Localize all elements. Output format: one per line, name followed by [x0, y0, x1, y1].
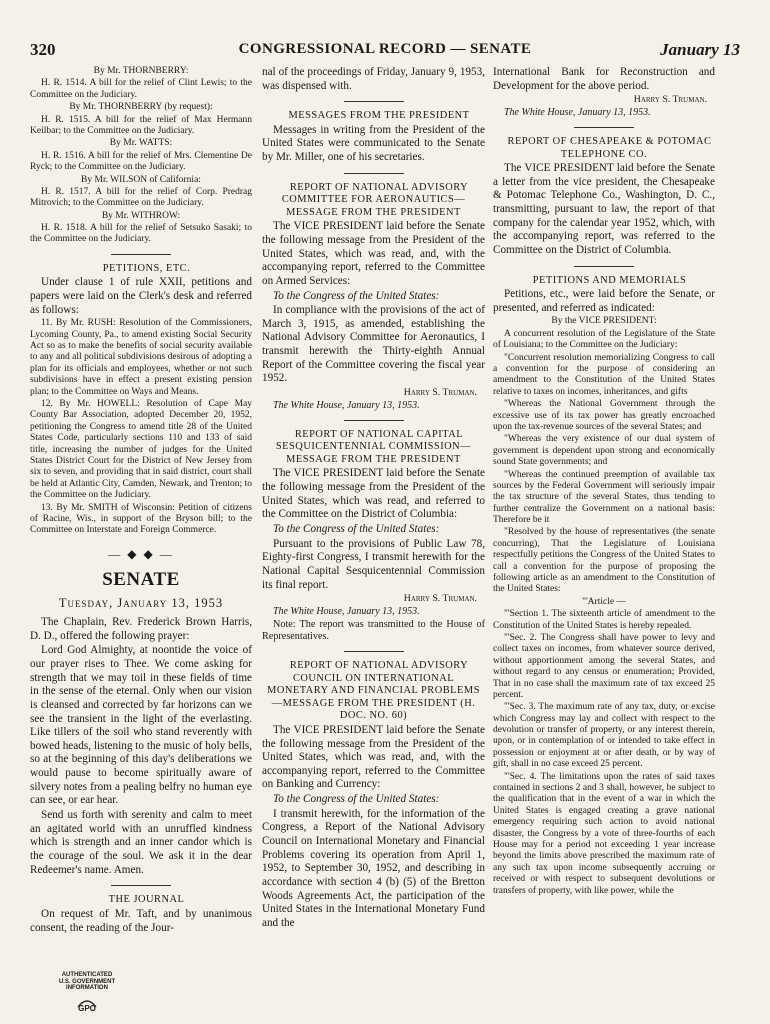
- sponsor-line: By Mr. THORNBERRY:: [93, 66, 189, 76]
- column-3: [493, 66, 715, 966]
- petitions-intro: Under clause 1 of rule XXII, petitions and papers were laid on the Clerk's desk and referred as follows:: [30, 276, 252, 316]
- gpo-line-2: U.S. GOVERNMENT: [58, 978, 116, 985]
- sponsor-line: By Mr. WITHROW:: [101, 210, 181, 221]
- gpo-seal-icon: [76, 995, 98, 1011]
- report-body: In compliance with the provisions of the act of March 3, 1915, as amended, establishing the National Advisory Committee for Aeronautics, I transmit herewith the Thirty-eighth Annual Report of the Committee covering the fiscal year 1952.: [262, 304, 485, 385]
- senate-heading: SENATE: [102, 569, 180, 591]
- section-heading-petitions-memorials: PETITIONS AND MEMORIALS: [532, 274, 687, 286]
- chesapeake-text: The VICE PRESIDENT laid before the Senate a letter from the vice president, the Chesapeake & Potomac Telephone Co., Washington, D. C., transmitting, pursuant to law, the report of that company for the calendar year 1952, which, with the accompanying report, was referred to the Committee on the District of Columbia.: [493, 162, 715, 256]
- section-divider: [344, 173, 404, 174]
- signature: Harry S. Truman.: [633, 94, 707, 106]
- note: Note: The report was transmitted to the House of Representatives.: [262, 618, 485, 643]
- column-1: [30, 66, 252, 966]
- gpo-mark: GPO: [78, 1003, 96, 1013]
- report-continued: International Bank for Reconstruction and Development for the above period.: [493, 66, 715, 92]
- sponsor-line: By Mr. WILSON of California:: [81, 174, 201, 185]
- report-intro: The VICE PRESIDENT laid before the Senate the following message from the President of the United States, which was read, and, with the accompanying report, referred to the Committee on Armed Services:: [262, 220, 485, 287]
- bill-entry: H. R. 1515. A bill for the relief of Max Hermann Keilbar; to the Committee on the Judiciary.: [30, 114, 252, 136]
- section-divider: [344, 651, 404, 652]
- article-heading: "'Article —: [582, 596, 626, 607]
- article-section: "'Section 1. The sixteenth article of amendment to the Constitution of the United States is hereby repealed.: [493, 609, 715, 631]
- white-house-dateline: The White House, January 13, 1953.: [273, 605, 420, 617]
- prayer-text-2: Send us forth with serenity and calm to meet an agitated world with an unruffled kindness which is strength and an inner candor which is the courage of the soul. We ask it in the dear Redeemer's name. Amen.: [30, 809, 252, 876]
- running-title: CONGRESSIONAL RECORD — SENATE: [238, 41, 532, 57]
- whereas-clause: "Whereas the continued preemption of available tax sources by the Federal Government will seriously impair the tax structure of the several States, thus tending to further centralize the Government on a national basis: Therefore be it: [493, 469, 715, 526]
- article-section: "'Sec. 2. The Congress shall have power to levy and collect taxes on incomes, from whatever source derived, without apportionment among the several States, and without regard to any census or enumeration; Provided, That in no case shall the maximum rate of tax exceed 25 percent.: [493, 632, 715, 700]
- journal-text: On request of Mr. Taft, and by unanimous consent, the reading of the Jour-: [30, 907, 252, 934]
- bill-entry: H. R. 1516. A bill for the relief of Mrs. Clementine De Ryck; to the Committee on the Judiciary.: [30, 150, 252, 173]
- section-divider: [574, 127, 634, 128]
- signature: Harry S. Truman.: [403, 387, 477, 399]
- sponsor-line: By Mr. WATTS:: [109, 138, 173, 149]
- section-heading-monetary: REPORT OF NATIONAL ADVISORY COUNCIL ON INTERNATIONAL MONETARY AND FINANCIAL PROBLEMS—MESSAGE FROM THE PRESIDENT (H. DOC. NO. 60): [267, 660, 480, 722]
- report-body: I transmit herewith, for the information of the Congress, a Report of the National Advisory Council on International Monetary and Financial Problems covering its operation from April 1, 1952, to September 30, 1952, and describing in accordance with section 4 (b) (5) of the Bretton Woods Agreements Act, the participation of the United States in the International Monetary Fund and the: [262, 807, 485, 930]
- petition-entry: 13. By Mr. SMITH of Wisconsin: Petition of citizens of Racine, Wis., in support of the Bryson bill; to the Committee on Interstate and Foreign Commerce.: [30, 502, 252, 536]
- petitions-text: Petitions, etc., were laid before the Senate, or presented, and referred as indicated:: [493, 288, 715, 314]
- header-date: January 13: [660, 40, 740, 59]
- section-heading-aeronautics: REPORT OF NATIONAL ADVISORY COMMITTEE FOR AERONAUTICS—MESSAGE FROM THE PRESIDENT: [281, 181, 469, 218]
- chaplain-intro: The Chaplain, Rev. Frederick Brown Harris, D. D., offered the following prayer:: [30, 615, 252, 642]
- section-heading-petitions: PETITIONS, ETC.: [102, 262, 191, 274]
- sponsor-line: By Mr. THORNBERRY (by request):: [69, 102, 213, 113]
- bill-entry: H. R. 1517. A bill for the relief of Corp. Predrag Mitrovich; to the Committee on the Judiciary.: [30, 186, 252, 209]
- white-house-dateline: The White House, January 13, 1953.: [273, 399, 420, 411]
- bill-entry: H. R. 1518. A bill for the relief of Setsuko Sasaki; to the Committee on the Judiciary.: [30, 223, 252, 245]
- article-section: "'Sec. 3. The maximum rate of any tax, duty, or excise which Congress may lay and collect with respect to the devolution or transfer of property, or any interest therein, upon, or in contemplation of or intended to take effect in possession or enjoyment at or after death, or by way of gift, shall in no case exceed 25 percent.: [493, 702, 715, 770]
- section-divider: [111, 885, 171, 886]
- messages-text: Messages in writing from the President of the United States were communicated to the Senate by Mr. Miller, one of his secretaries.: [262, 123, 485, 164]
- page-number: 320: [30, 40, 56, 59]
- signature: Harry S. Truman.: [403, 593, 477, 605]
- report-intro: The VICE PRESIDENT laid before the Senate the following message from the President of the United States, which was read, and referred to the Committee on the District of Columbia:: [262, 467, 485, 521]
- white-house-dateline: The White House, January 13, 1953.: [504, 107, 651, 119]
- section-heading-messages: MESSAGES FROM THE PRESIDENT: [288, 110, 470, 122]
- article-section: "'Sec. 4. The limitations upon the rates of said taxes contained in sections 2 and 3 shall, however, be subject to the qualification that in the event of a war in which the United States is engaged creating a grave national emergency requiring such action to avoid national disaster, the Congress by a vote of three-fourths of each House may for a period not exceeding 1 year increase beyond the limits above prescribed the maximum rate of any such tax upon income subsequently accruing or received or with respect to subsequent devolutions or transfers of property, with like power, while the: [493, 771, 715, 896]
- prayer-text: Lord God Almighty, at noontide the voice of our prayer rises to Thee. We come asking for strength that we may toil in these fields of time in the sense of the eternal. Only when our vision is cleansed and corrected by far horizons can we see the transient in the light of the everlasting. Like tillers of the soil who stand reverently with bowed heads, listening to the music of holy bells, so at the beginning of this day's deliberations we would pause to become spiritually aware of silvery notes from a pealing belfry no human eye can see, or ear hear.: [30, 644, 252, 807]
- section-divider: [574, 266, 634, 267]
- resolved-clause: "Resolved by the house of representatives (the senate concurring), That the Legislature of Louisiana respectfully petitions the Congress of the United States to call a convention for the purpose of proposing the following article as an amendment to the Constitution of the United States:: [493, 527, 715, 595]
- section-divider: [344, 420, 404, 421]
- gpo-line-1: AUTHENTICATED: [61, 972, 113, 978]
- bill-entry: H. R. 1514. A bill for the relief of Clint Lewis; to the Committee on the Judiciary.: [30, 78, 252, 100]
- section-heading-sesquicentennial: REPORT OF NATIONAL CAPITAL SESQUICENTENNIAL COMMISSION—MESSAGE FROM THE PRESIDENT: [275, 428, 472, 465]
- senate-date: Tuesday, January 13, 1953: [58, 595, 224, 610]
- salutation: To the Congress of the United States:: [273, 289, 440, 302]
- section-heading-journal: THE JOURNAL: [108, 894, 185, 906]
- column-2: [262, 66, 485, 966]
- section-divider: [344, 101, 404, 102]
- section-heading-chesapeake: REPORT OF CHESAPEAKE & POTOMAC TELEPHONE CO.: [507, 136, 712, 160]
- report-body: Pursuant to the provisions of Public Law 78, Eighty-first Congress, I transmit herewith for the National Capital Sesquicentennial Commission its final report.: [262, 537, 485, 591]
- gpo-line-3: INFORMATION: [66, 985, 108, 992]
- page-header: [30, 40, 740, 62]
- whereas-clause: "Whereas the very existence of our dual system of government is dependent upon strong and economically sound State governments; and: [493, 434, 715, 468]
- ornament-divider: — ◆ ◆ —: [108, 546, 174, 561]
- resolution-intro: A concurrent resolution of the Legislature of the State of Louisiana; to the Committee on the Judiciary:: [493, 328, 715, 351]
- petition-entry: 12. By Mr. HOWELL: Resolution of Cape May County Bar Association, adopted December 20, 1952, petitioning the Congress to amend title 28 of the United States Code, particularly sections 110 and 133 of said title, increasing the number of judges for the United States District Court for the District of New Jersey from six to seven, and providing that in said district, court shall be held at Atlantic City, Camden, Newark, and Trenton; to the Committee on the Judiciary.: [30, 399, 252, 501]
- section-divider: [111, 254, 171, 255]
- whereas-clause: "Whereas the National Government through the excessive use of its tax power has greatly encroached upon the tax-revenue sources of the several States; and: [493, 399, 715, 432]
- petition-entry: 11. By Mr. RUSH: Resolution of the Commissioners, Lycoming County, Pa., to amend existing Social Security Act so as to make the benefits of social security available to any and all political subdivisions desirous of adopting a plan for its officials and employees, whether or not such subdivisions have in effect a present existing pension plan; to the Committee on Ways and Means.: [30, 318, 252, 397]
- salutation: To the Congress of the United States:: [273, 793, 440, 806]
- salutation: To the Congress of the United States:: [273, 522, 440, 535]
- journal-continued: nal of the proceedings of Friday, January 9, 1953, was dispensed with.: [262, 66, 485, 92]
- presenter-line: By the VICE PRESIDENT:: [551, 316, 657, 327]
- gpo-authentication-logo: [52, 972, 122, 1014]
- resolution-title: "Concurrent resolution memorializing Congress to call a convention for the purpose of considering an amendment to the Constitution of the United States relative to taxes on incomes, inheritances, and gifts: [493, 352, 715, 397]
- report-intro: The VICE PRESIDENT laid before the Senate the following message from the President of the United States, which was read, and, with the accompanying report, referred to the Committee on Banking and Currency:: [262, 723, 485, 791]
